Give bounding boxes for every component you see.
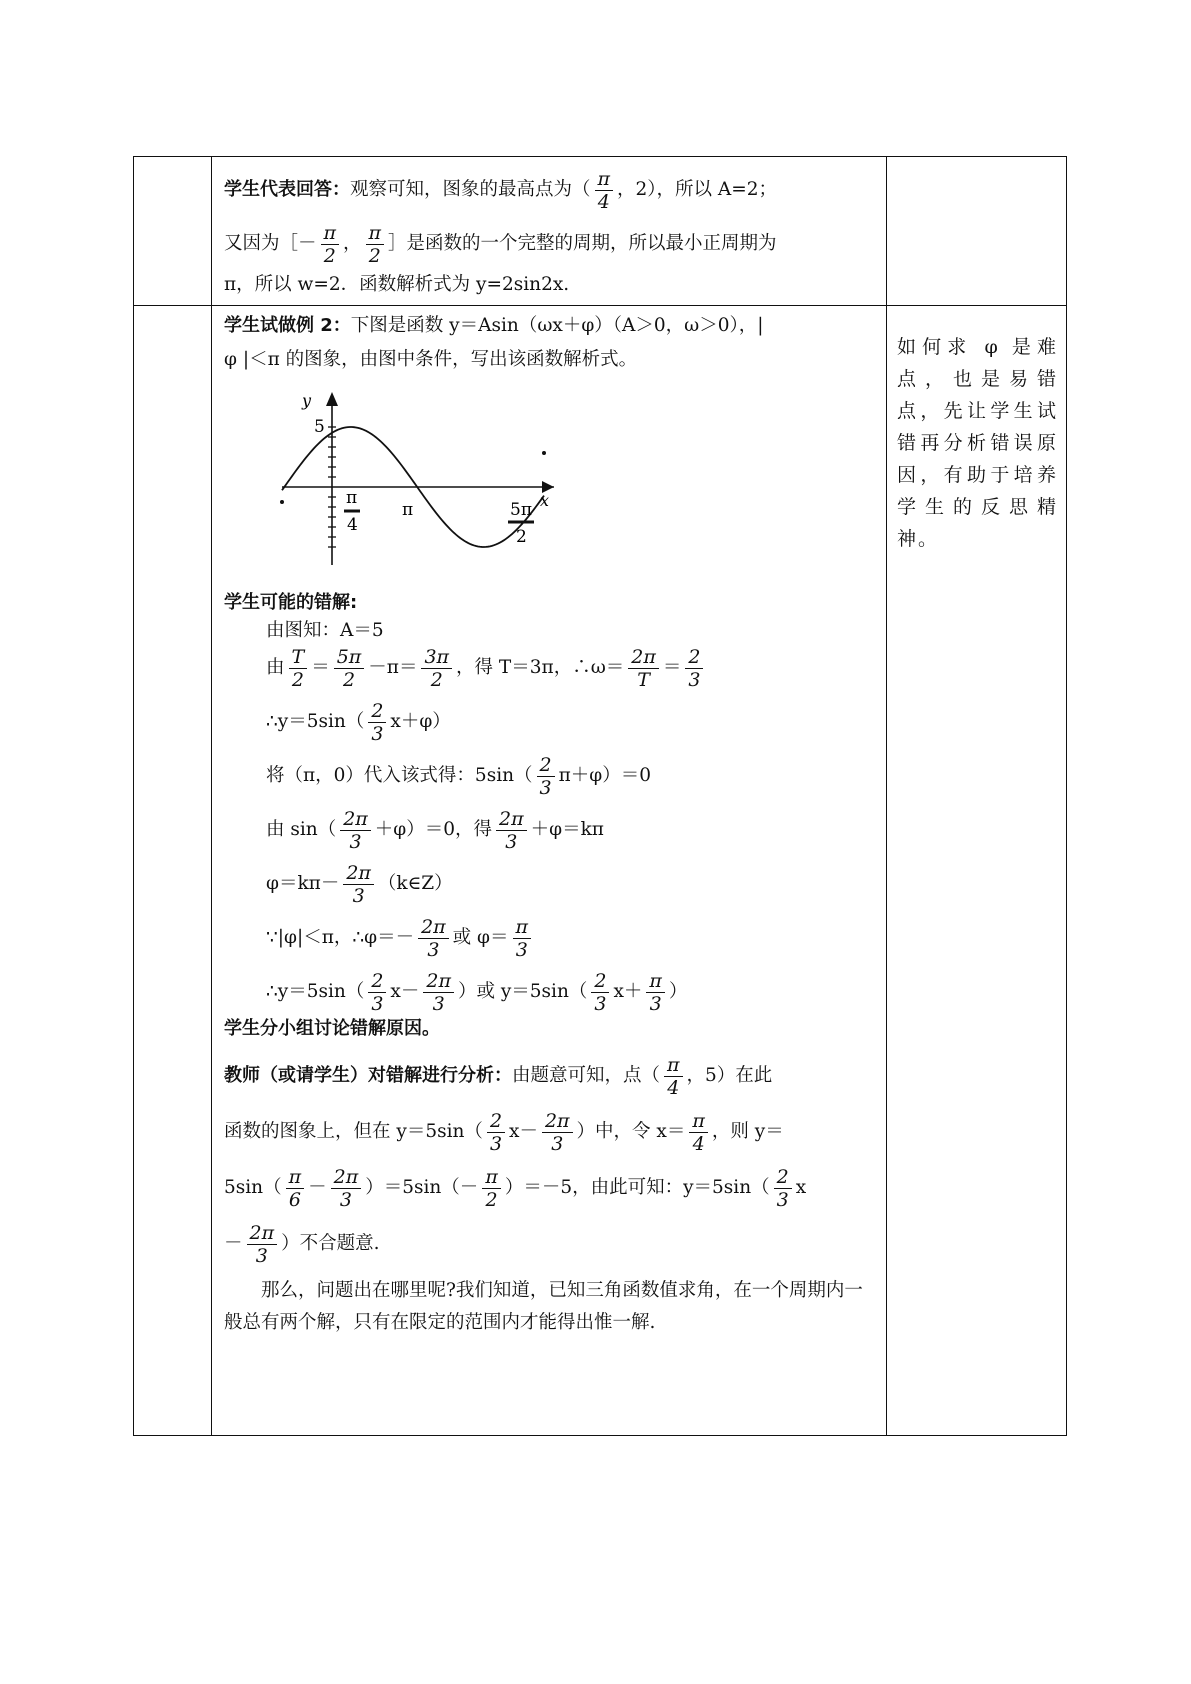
teaching-note-cell: [887, 306, 1067, 1436]
step-3: ∴y＝5sin（ $\frac{2}{3}$ x＋φ）: [266, 699, 451, 745]
answer-line-1: 学生代表回答： 观察可知，图象的最高点为（ $\frac{\pi}{4}$ ，2），所以 A=2；: [224, 167, 778, 213]
fraction: $\frac{\pi}{4}$: [595, 168, 614, 213]
fraction: $\frac{2}{3}$: [685, 646, 703, 691]
step-2: 由 $\frac{T}{2}$ ＝ $\frac{5\pi}{2}$ －π＝ $\frac{3\pi}{2}$ ，得 T＝3π，∴ω＝ $\frac{2\pi}{T}$ ＝ $\frac{2}{3}$: [224, 645, 876, 691]
step-8: ∴y＝5sin（ $\frac{2}{3}$ x－ $\frac{2\pi}{3}$ ）或 y＝5sin（ $\frac{2}{3}$ x＋ $\frac{\pi}{3}$ ）: [266, 969, 688, 1015]
analysis-label: 教师（或请学生）对错解进行分析：: [224, 1065, 512, 1086]
x-tick-label-pi-over-4-num: π: [346, 488, 358, 508]
fraction: $\frac{\pi}{4}$: [664, 1054, 683, 1099]
fraction: $\frac{2\pi}{3}$: [423, 970, 454, 1015]
analysis-line-1: 教师（或请学生）对错解进行分析： 由题意可知，点（ $\frac{\pi}{4}$ ，5）在此: [224, 1053, 773, 1099]
analysis-line-4: － $\frac{2\pi}{3}$ ）不合题意.: [224, 1221, 380, 1267]
fraction: $\frac{2\pi}{T}$: [628, 646, 659, 691]
y-tick-label: 5: [314, 417, 325, 437]
fraction: $\frac{\pi}{2}$: [321, 222, 340, 267]
answer-label: 学生代表回答：: [224, 179, 350, 200]
curve-endpoint: [542, 451, 546, 455]
fraction: $\frac{2\pi}{3}$: [331, 1166, 362, 1211]
table-row: [134, 306, 1067, 1436]
fraction: $\frac{2}{3}$: [368, 700, 386, 745]
fraction: $\frac{2}{3}$: [487, 1110, 505, 1155]
fraction: $\frac{\pi}{4}$: [689, 1110, 708, 1155]
x-axis-label: x: [540, 491, 550, 510]
step-5: 由 sin（ $\frac{2\pi}{3}$ ＋φ）＝0，得 $\frac{2\pi}{3}$ ＋φ＝kπ: [266, 807, 604, 853]
student-answer-cell: [212, 157, 887, 306]
curve-endpoint: [280, 500, 284, 504]
sine-graph: [274, 380, 574, 570]
answer-line-3: π，所以 w=2．函数解析式为 y=2sin2x.: [224, 274, 570, 295]
step-7: ∵|φ|＜π，∴φ＝－ $\frac{2\pi}{3}$ 或 φ＝ $\frac{\pi}{3}$: [224, 915, 876, 961]
fraction: $\frac{2}{3}$: [774, 1166, 792, 1211]
y-axis-label: y: [302, 391, 312, 410]
fraction: $\frac{\pi}{3}$: [646, 970, 665, 1015]
fraction: $\frac{\pi}{6}$: [286, 1166, 305, 1211]
blank-cell: [134, 157, 212, 306]
fraction: $\frac{2\pi}{3}$: [343, 862, 374, 907]
fraction: $\frac{T}{2}$: [289, 646, 308, 691]
fraction: $\frac{2\pi}{3}$: [496, 808, 527, 853]
group-discussion: 学生分小组讨论错解原因。: [224, 1018, 440, 1039]
answer-line-2: 又因为［－ $\frac{\pi}{2}$ ， $\frac{\pi}{2}$ ］是函数的一个完整的周期，所以最小正周期为: [224, 221, 777, 267]
step-6: φ＝kπ－ $\frac{2\pi}{3}$ （k∈Z）: [266, 861, 453, 907]
fraction: $\frac{2\pi}{3}$: [340, 808, 371, 853]
fraction: $\frac{5\pi}{2}$: [334, 646, 365, 691]
example-intro-2: φ |＜π 的图象，由图中条件，写出该函数解析式。: [224, 349, 638, 370]
example-intro: 学生试做例 2：下图是函数 y＝Asin（ωx＋φ）（A＞0，ω＞0），|: [224, 315, 764, 336]
y-axis-arrow: [326, 392, 338, 406]
note-cell-empty: [887, 157, 1067, 306]
analysis-line-2: 函数的图象上，但在 y＝5sin（ $\frac{2}{3}$ x－ $\frac{2\pi}{3}$ ）中，令 x＝ $\frac{\pi}{4}$ ，则 y＝: [224, 1109, 784, 1155]
fraction: $\frac{2\pi}{3}$: [247, 1222, 278, 1267]
step-4: 将（π，0）代入该式得：5sin（ $\frac{2}{3}$ π＋φ）＝0: [266, 753, 652, 799]
x-tick-label-pi-over-4-den: 4: [347, 515, 358, 535]
fraction: $\frac{\pi}{2}$: [366, 222, 385, 267]
fraction: $\frac{2}{3}$: [591, 970, 609, 1015]
fraction: $\frac{2\pi}{3}$: [418, 916, 449, 961]
step-1: 由图知：A＝5: [266, 620, 384, 641]
conclusion-paragraph: 那么，问题出在哪里呢?我们知道，已知三角函数值求角，在一个周期内一般总有两个解，只有在限定的范围内才能得出惟一解.: [224, 1280, 863, 1333]
mistake-title: 学生可能的错解:: [224, 592, 358, 613]
x-tick-label-pi: π: [402, 500, 414, 520]
x-tick-label-5pi-over-2-den: 2: [516, 527, 527, 547]
analysis-line-3: 5sin（ $\frac{\pi}{6}$ － $\frac{2\pi}{3}$ ）＝5sin（－ $\frac{\pi}{2}$ ）＝－5，由此可知：y＝5sin（ $\frac{2}{3}$ x: [224, 1165, 807, 1211]
blank-cell: [134, 306, 212, 1436]
fraction: $\frac{3\pi}{2}$: [421, 646, 452, 691]
fraction: $\frac{2\pi}{3}$: [542, 1110, 573, 1155]
x-tick-label-5pi-over-2-num: 5π: [510, 500, 532, 520]
table-row: [134, 157, 1067, 306]
fraction: $\frac{\pi}{2}$: [482, 1166, 501, 1211]
fraction: $\frac{2}{3}$: [368, 970, 386, 1015]
teaching-note: 如何求 φ 是难点，也是易错点，先让学生试错再分析错误原因，有助于培养学生的反思精神。: [897, 336, 1058, 550]
example-cell: [212, 306, 887, 1436]
lesson-table: [133, 156, 1067, 1436]
fraction: $\frac{2}{3}$: [537, 754, 555, 799]
fraction: $\frac{\pi}{3}$: [513, 916, 532, 961]
